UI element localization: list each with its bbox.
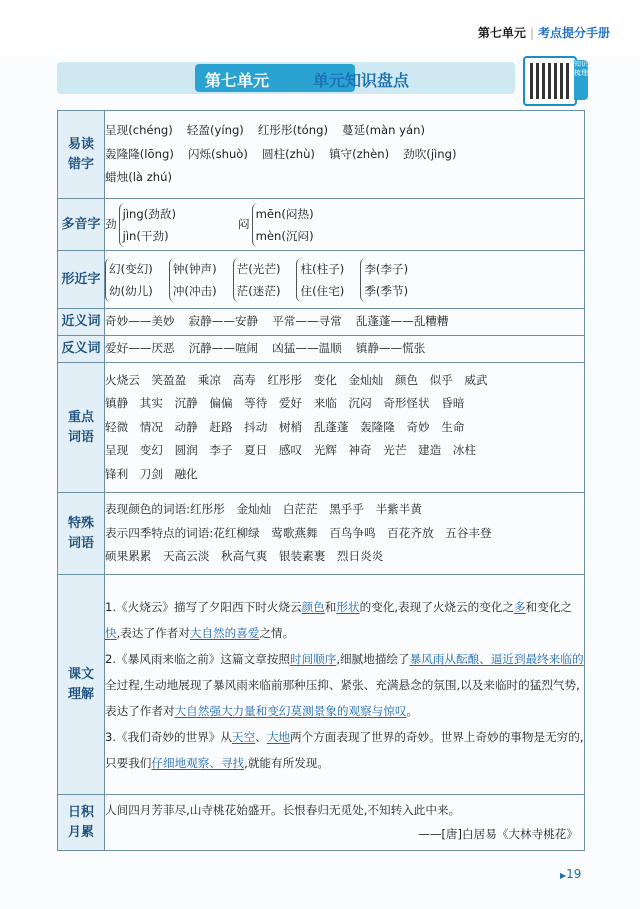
pair-5: 李(李子) 季(季节) xyxy=(360,258,408,302)
label-duoyin: 多音字 xyxy=(58,199,105,251)
page-title: 单元知识盘点 xyxy=(313,71,410,90)
cell-fanyi: 爱好——厌恶 沉静——喧闹 凶猛——温顺 镇静——慌张 xyxy=(105,336,585,363)
row-duoyin xyxy=(58,199,585,251)
cell-zhongdian: 火烧云 笑盈盈 乘凉 高寿 红彤彤 变化 金灿灿 颜色 似乎 威武 镇静 其实 沉静 偏偏 等待 爱好 来临 沉闷 奇形怪状 昏暗 轻微 情况 动静 赶路 抖动 树梢 乱蓬蓬 轰隆隆 奇妙 生命 呈现 变幻 圆润 李子 夏日 感叹 光辉 神奇 光芒 建造 冰柱 锋利 刀剑 融化 xyxy=(105,363,585,493)
qr-code[interactable] xyxy=(523,56,577,106)
row-jinyi xyxy=(58,309,585,336)
analysis-2: 2.《暴风雨来临之前》这篇文章按照时间顺序,细腻地描绘了暴风雨从酝酿、逼近到最终来临的全过程,生动地展现了暴风雨来临前那种压抑、紧张、充满悬念的氛围,以及来临时的猛烈气势,表达了作者对大自然强大力量和变幻莫测景象的观察与惊叹。 xyxy=(105,651,584,718)
label-zhongdian: 重点 词语 xyxy=(58,363,105,493)
label-teshu: 特殊 词语 xyxy=(58,493,105,575)
poem: 人间四月芳菲尽,山寺桃花始盛开。长恨春归无觅处,不知转入此中来。 xyxy=(105,803,461,817)
cell-riji xyxy=(105,795,585,851)
cell-jinyi: 奇妙——美妙 寂静——安静 平常——寻常 乱蓬蓬——乱糟糟 xyxy=(105,309,585,336)
label-jinyi: 近义词 xyxy=(58,309,105,336)
pair-1: 幻(变幻) 幼(幼儿) xyxy=(105,258,153,302)
analysis-1: 1.《火烧云》描写了夕阳西下时火烧云颜色和形状的变化,表现了火烧云的变化之多和变化之快,表达了作者对大自然的喜爱之情。 xyxy=(105,599,573,640)
cell-kewen xyxy=(105,575,585,795)
header-unit: 第七单元 xyxy=(477,26,526,40)
label-xingjin: 形近字 xyxy=(58,251,105,309)
qr-tag: 知识梳理 xyxy=(574,60,588,100)
label-yidu: 易读 错字 xyxy=(58,111,105,199)
row-xingjin xyxy=(58,251,585,309)
page-number: ▶19 xyxy=(560,867,582,881)
row-yidu xyxy=(58,111,585,199)
row-fanyi xyxy=(58,336,585,363)
cell-teshu: 表现颜色的词语:红彤彤 金灿灿 白茫茫 黑乎乎 半紫半黄 表示四季特点的词语:花红柳绿 莺歌燕舞 百鸟争鸣 百花齐放 五谷丰登 硕果累累 天高云淡 秋高气爽 银装素裹 烈日炎炎 xyxy=(105,493,585,575)
pair-2: 钟(钟声) 冲(冲击) xyxy=(169,258,217,302)
label-fanyi: 反义词 xyxy=(58,336,105,363)
row-riji xyxy=(58,795,585,851)
cell-xingjin xyxy=(105,251,585,309)
title-ribbon xyxy=(57,62,515,94)
knowledge-table xyxy=(57,110,585,851)
row-teshu xyxy=(58,493,585,575)
pair-4: 柱(柱子) 住(住宅) xyxy=(296,258,344,302)
cell-yidu: 呈现(chéng) 轻盈(yíng) 红彤彤(tóng) 蔓延(màn yán) 轰隆隆(lōng) 闪烁(shuò) 圆柱(zhù) 镇守(zhèn) 劲吹(jìng) 蜡烛(là zhú) xyxy=(105,111,585,199)
label-kewen: 课文 理解 xyxy=(58,575,105,795)
page-header xyxy=(0,0,640,56)
pair-3: 芒(光芒) 茫(迷茫) xyxy=(233,258,281,302)
cell-duoyin: 劲 jìng(劲敌) jìn(干劲) 闷 mēn(闷热) mèn(沉闷) xyxy=(105,199,585,251)
row-zhongdian xyxy=(58,363,585,493)
label-riji: 日积 月累 xyxy=(58,795,105,851)
poem-citation: ——[唐]白居易《大林寺桃花》 xyxy=(418,826,578,841)
row-kewen xyxy=(58,575,585,795)
title-unit: 第七单元 xyxy=(205,71,270,90)
header-book: 考点提分手册 xyxy=(537,26,610,40)
header-title: 第七单元 | 考点提分手册 xyxy=(477,26,610,40)
analysis-3: 3.《我们奇妙的世界》从天空、大地两个方面表现了世界的奇妙。世界上奇妙的事物是无穷的,只要我们仔细地观察、寻找,就能有所发现。 xyxy=(105,729,584,770)
